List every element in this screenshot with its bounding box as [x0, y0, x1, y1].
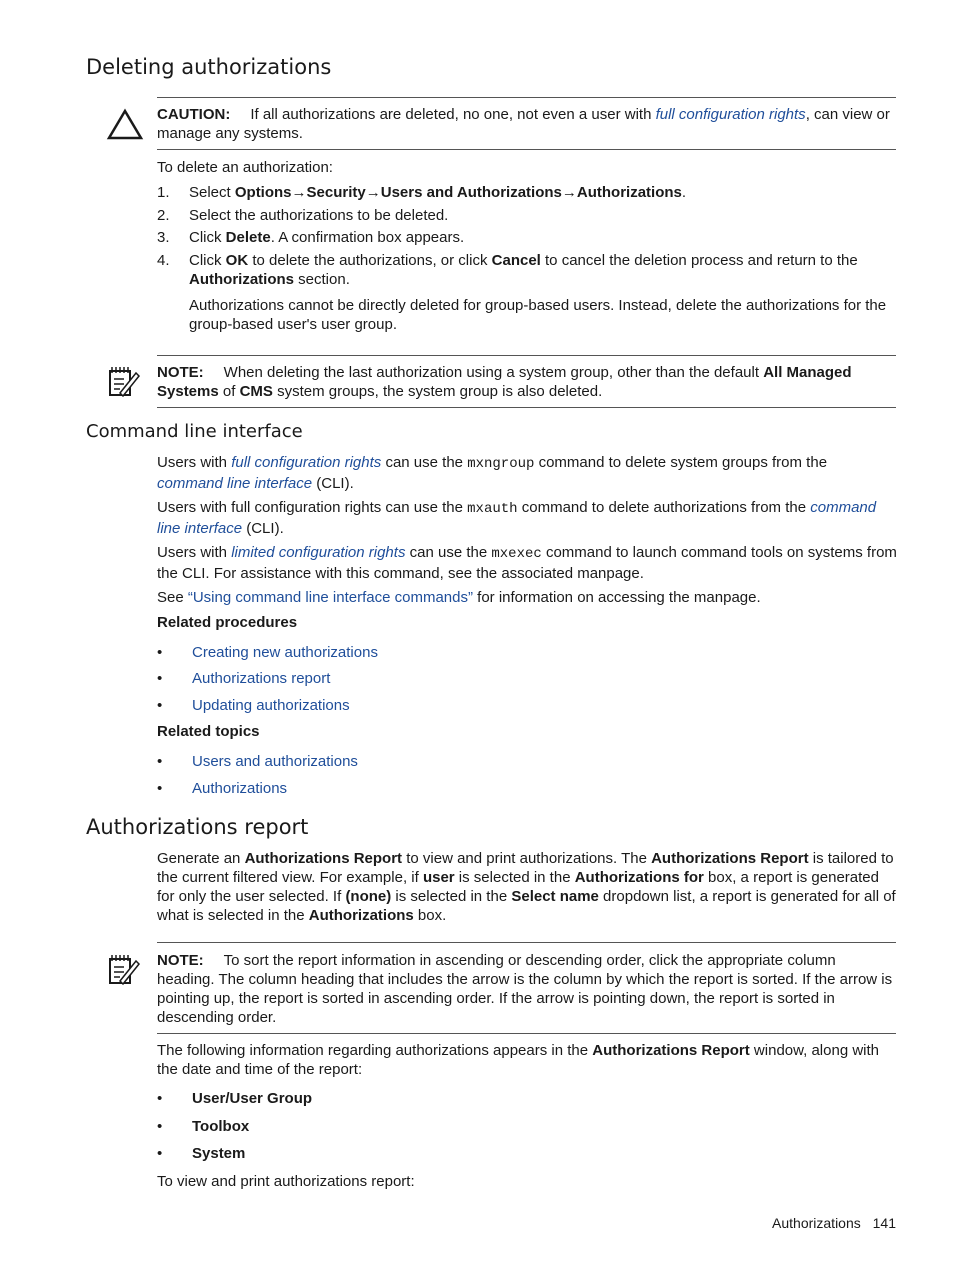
delete-intro: To delete an authorization:: [157, 159, 333, 176]
note-box-1: NOTE: When deleting the last authorization using a system group, other than the default All Managed Systems of CMS system groups, the system group is also deleted.: [157, 364, 852, 400]
link-full-configuration-rights[interactable]: full configuration rights: [231, 454, 382, 471]
section-title-deleting-authorizations: Deleting authorizations: [86, 55, 332, 79]
note-label: NOTE:: [157, 952, 204, 969]
link-authorizations[interactable]: Authorizations: [192, 780, 288, 797]
cli-paragraph-2: Users with full configuration rights can use the mxauth command to delete authorizations from the command line interface (CLI).: [157, 499, 877, 537]
note-icon: [106, 365, 140, 399]
note1-top-rule: [157, 355, 896, 356]
caution-box: CAUTION: If all authorizations are deleted, no one, not even a user with full configuration rights, can view or manage any systems.: [157, 106, 890, 142]
link-limited-configuration-rights[interactable]: limited configuration rights: [231, 544, 406, 561]
link-full-configuration-rights[interactable]: full configuration rights: [655, 106, 806, 123]
link-creating-new-authorizations[interactable]: Creating new authorizations: [192, 644, 378, 661]
related-procedures-heading: Related procedures: [157, 614, 298, 631]
link-using-cli-commands[interactable]: “Using command line interface commands”: [187, 589, 473, 606]
note2-top-rule: [157, 942, 896, 943]
report-paragraph-3: To view and print authorizations report:: [157, 1173, 415, 1190]
link-command-line-interface[interactable]: command line interface: [157, 499, 877, 537]
related-topics-heading: Related topics: [157, 723, 260, 740]
note-label: NOTE:: [157, 364, 204, 381]
cli-paragraph-4: See “Using command line interface commands” for information on accessing the manpage.: [157, 589, 761, 606]
caution-top-rule: [157, 97, 896, 98]
report-paragraph-1: Generate an Authorizations Report to view and print authorizations. The Authorizations Report is tailored to the current filtered view. For example, if user is selected in the Authorizations for box, a report is generated for only the user selected. If (none) is selected in the Select name dropdown list, a report is generated for all of what is selected in the Authorizations box.: [157, 850, 896, 924]
caution-icon: [106, 108, 144, 140]
caution-bottom-rule: [157, 149, 896, 150]
section-title-authorizations-report: Authorizations report: [86, 815, 309, 839]
link-users-and-authorizations[interactable]: Users and authorizations: [192, 753, 358, 770]
cli-paragraph-1: Users with full configuration rights can use the mxngroup command to delete system groups from the command line interface (CLI).: [157, 454, 828, 492]
note-icon: [106, 953, 140, 987]
page-footer: [772, 1215, 896, 1231]
footer-section: Authorizations: [772, 1215, 861, 1231]
note2-bottom-rule: [157, 1033, 896, 1034]
link-command-line-interface[interactable]: command line interface: [157, 475, 313, 492]
report-paragraph-2: The following information regarding authorizations appears in the Authorizations Report window, along with the date and time of the report:: [157, 1042, 880, 1078]
note1-bottom-rule: [157, 407, 896, 408]
page-number: 141: [872, 1215, 896, 1231]
link-authorizations-report[interactable]: Authorizations report: [192, 670, 331, 687]
link-updating-authorizations[interactable]: Updating authorizations: [192, 697, 350, 714]
cli-paragraph-3: Users with limited configuration rights can use the mxexec command to launch command tools on systems from the CLI. For assistance with this command, see the associated manpage.: [157, 544, 897, 582]
section-title-command-line-interface: Command line interface: [86, 421, 303, 442]
note-box-2: NOTE: To sort the report information in ascending or descending order, click the appropriate column heading. The column heading that includes the arrow is the column by which the report is sorted. If the arrow is pointing up, the report is sorted in ascending order. If the arrow is pointing down, the report is sorted in descending order.: [157, 952, 893, 1026]
caution-label: CAUTION:: [157, 106, 231, 123]
document-page: Deleting authorizations CAUTION: If all authorizations are deleted, no one, not even a user with full configuration rights, can view or manage any systems. To delete an authorization: 1. Select Options→Security→Users and Authorizations→Authorizations. 2. Select the authorizations to be deleted. 3. Click Delete. A confirmation box appears. 4. Click OK to delete the authorizations, or click Cancel to cancel the deletion process and return to the Authorizations section. Authorizations cannot be directly deleted for group-based users. Instead, delete the authorizations for the group-based user's user group. NOTE: When deleting the last authorization using a system group, other than the default All Managed Systems of CMS system groups, the system group is also deleted. Command line interface Users with full configuration rights can use the mxngroup command to delete system groups from the command line interface (CLI). Users with full configuration rights can use the mxauth command to delete authorizations from the command line interface (CLI). Users with limited configuration rights can use the mxexec command to launch command tools on systems from the CLI. For assistance with this command, see the associated manpage. See “Using command line interface commands” for information on accessing the manpage. Related procedures • Creating new authorizations • Authorizations report • Updating authorizations Related topics • Users and authorizations • Authorizations Authorizations report Generate an Authorizations Report to view and print authorizations. The Authorizations Report is tailored to the current filtered view. For example, if user is selected in the Authorizations for box, a report is generated for only the user selected. If (none) is selected in the Select name dropdown list, a report is generated for all of what is selected in the Authorizations box. NOTE: To sort the report information in ascending or descending order, click the appropriate column heading. The column heading that includes the arrow is the column by which the report is sorted. If the arrow is pointing up, the report is sorted in ascending order. If the arrow is pointing down, the report is sorted in descending order. The following information regarding authorizations appears in the Authorizations Report window, along with the date and time of the report: • User/User Group • Toolbox • System To view and print authorizations report: Authorizations 141: [86, 55, 897, 1231]
